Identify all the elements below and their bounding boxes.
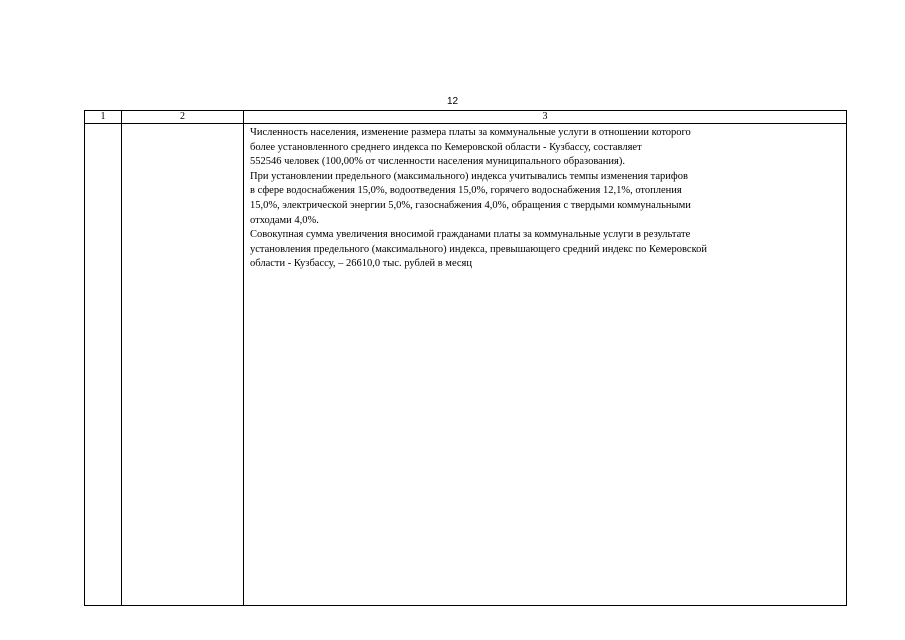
- text-line: Совокупная сумма увеличения вносимой гражданами платы за коммунальные услуги в результате: [250, 229, 691, 241]
- text-line: более установленного среднего индекса по Кемеровской области - Кузбассу, составляет: [250, 141, 642, 153]
- text-line: установления предельного (максимального) индекса, превышающего средний индекс по Кемеровской: [250, 243, 708, 255]
- text-line: отходами 4,0%.: [250, 214, 319, 226]
- table-row: [85, 124, 847, 606]
- text-line: Численность населения, изменение размера платы за коммунальные услуги в отношении которого: [250, 127, 691, 138]
- table-cell-col2: [122, 124, 244, 606]
- column-header-2: 2: [122, 111, 244, 124]
- page-number: 12: [446, 96, 459, 107]
- table-cell-col1: [85, 124, 122, 606]
- text-line: При установлении предельного (максимального) индекса учитывались темпы изменения тарифов: [250, 170, 688, 182]
- column-header-3: 3: [244, 111, 847, 124]
- column-header-1: 1: [85, 111, 122, 124]
- text-line: в сфере водоснабжения 15,0%, водоотведения 15,0%, горячего водоснабжения 12,1%, отопления: [250, 185, 682, 197]
- document-table: [84, 110, 847, 606]
- table-cell-col3: [244, 124, 847, 606]
- text-line: области - Кузбассу, – 26610,0 тыс. рублей в месяц: [250, 258, 472, 270]
- text-line: 15,0%, электрической энергии 5,0%, газоснабжения 4,0%, обращения с твердыми коммунальными: [250, 199, 691, 211]
- table-header-row: [85, 111, 847, 124]
- text-line: 552546 человек (100,00% от численности населения муниципального образования).: [250, 156, 626, 168]
